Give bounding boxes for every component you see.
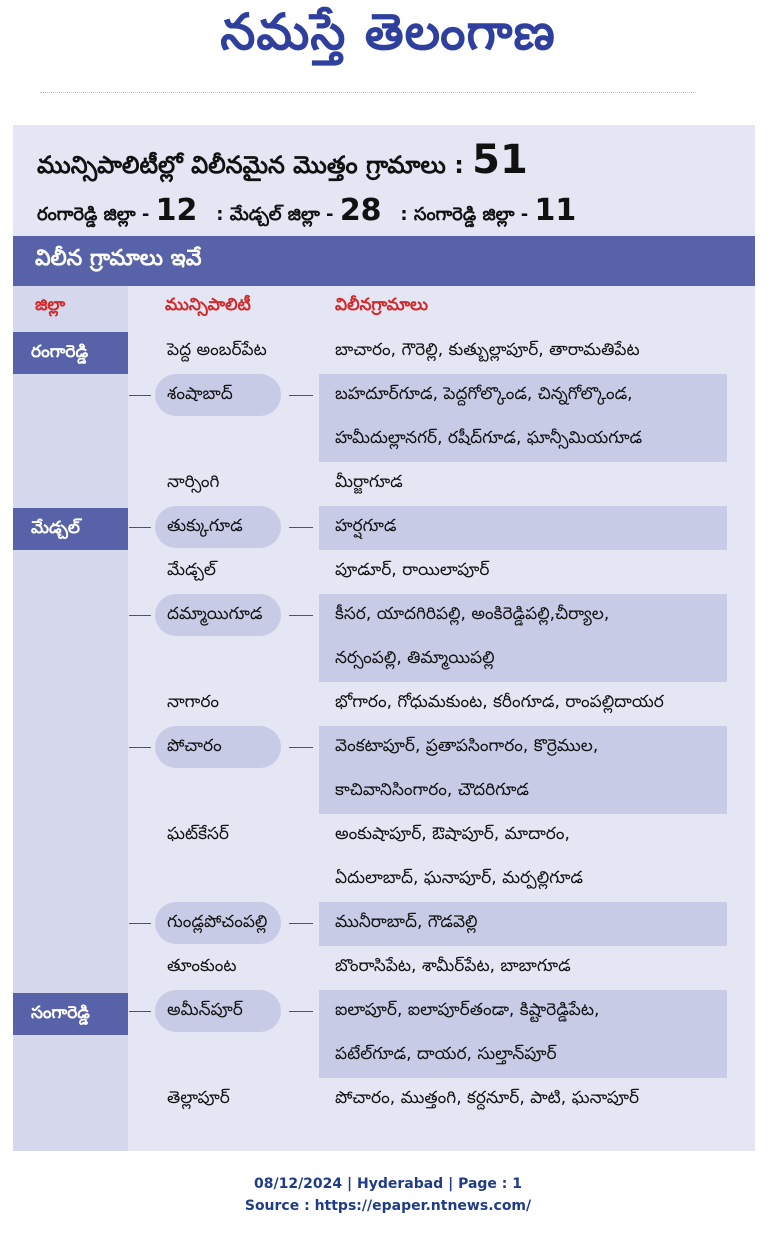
footer — [0, 1173, 776, 1217]
villages-text: బాచారం, గౌరెల్లి, కుత్బుల్లాపూర్, తారామతిపేట — [335, 340, 640, 360]
header-municipality: మున్సిపాలిటీ — [165, 295, 251, 315]
connector-line — [129, 747, 151, 748]
district-count: 11 — [534, 193, 577, 228]
summary-headline — [37, 137, 528, 185]
district-counts — [37, 193, 576, 229]
villages-text: హమీదుల్లానగర్, రషీద్‌గూడ, ఘాన్సీమియగూడ — [335, 428, 643, 448]
municipality-name: గుండ్లపోచంపల్లి — [167, 912, 268, 932]
district-label: సంగారెడ్డి — [13, 993, 128, 1035]
villages-text: భోగారం, గోధుమకుంట, కరీంగూడ, రాంపల్లిదాయర — [335, 692, 664, 712]
district-label: రంగారెడ్డి — [13, 332, 128, 374]
municipality-name: నార్సింగి — [167, 472, 220, 492]
municipality-name: పోచారం — [167, 736, 222, 756]
municipality-name: తుక్కుగూడ — [167, 516, 243, 536]
connector-line — [129, 395, 151, 396]
municipality-name: తెల్లాపూర్ — [167, 1088, 230, 1108]
villages-text: అంకుషాపూర్, ఔషాపూర్, మాదారం, — [335, 824, 570, 844]
connector-line — [289, 1011, 313, 1012]
section-banner — [13, 236, 755, 286]
villages-text: బహదూర్‌గూడ, పెద్దగోల్కొండ, చిన్నగోల్కొండ, — [335, 384, 633, 404]
villages-text: కాచివానిసింగారం, చౌదరిగూడ — [335, 780, 530, 800]
municipality-name: ఘట్‌కేసర్ — [167, 824, 229, 844]
connector-line — [289, 923, 313, 924]
municipality-name: అమీన్‌పూర్ — [167, 1000, 243, 1020]
district-count: 28 — [339, 193, 382, 228]
villages-text: పటేల్‌గూడ, దాయర, సుల్తాన్‌పూర్ — [335, 1044, 557, 1064]
villages-text: వెంకటాపూర్, ప్రతాపసింగారం, కొర్రెముల, — [335, 736, 599, 756]
connector-line — [129, 615, 151, 616]
villages-text: ఏదులాబాద్, ఘనాపూర్, మర్పల్లిగూడ — [335, 868, 584, 888]
header-villages: విలీనగ్రామాలు — [335, 295, 428, 315]
district-label: మేడ్చల్ — [13, 508, 128, 550]
municipality-name: తూంకుంట — [167, 956, 237, 976]
connector-line — [289, 747, 313, 748]
municipality-name: నాగారం — [167, 692, 220, 712]
municipality-name: శంషాబాద్ — [167, 384, 233, 404]
villages-text: హర్షగూడ — [335, 516, 397, 536]
villages-text: కీసర, యాదగిరిపల్లి, అంకిరెడ్డిపల్లి,చీర్యాల, — [335, 604, 610, 624]
district-count-label: : సంగారెడ్డి జిల్లా - — [400, 204, 529, 225]
header-district: జిల్లా — [35, 295, 66, 315]
villages-text: మీర్జాగూడ — [335, 472, 403, 492]
villages-text: పోచారం, ముత్తంగి, కర్దనూర్, పాటి, ఘనాపూర్ — [335, 1088, 640, 1108]
footer-source-line: Source : https://epaper.ntnews.com/ — [244, 1198, 532, 1214]
villages-text: బొంరాసిపేట, శామీర్‌పేట, బాబాగూడ — [335, 956, 571, 976]
district-count-label: : మేడ్చల్ జిల్లా - — [216, 204, 334, 225]
summary-headline-text: మున్సిపాలిటీల్లో విలీనమైన మొత్తం గ్రామాలు : — [37, 151, 464, 179]
masthead — [0, 0, 776, 80]
cropped-text-strip — [40, 92, 696, 100]
district-count: 12 — [155, 193, 198, 228]
infographic-card — [13, 125, 755, 1151]
connector-line — [129, 923, 151, 924]
connector-line — [129, 1011, 151, 1012]
section-banner-title: విలీన గ్రామాలు ఇవే — [35, 246, 202, 271]
villages-text: నర్సంపల్లి, తిమ్మాయిపల్లి — [335, 648, 495, 668]
newspaper-logo: నమస్తే తెలంగాణ — [220, 2, 556, 61]
connector-line — [129, 527, 151, 528]
villages-text: ఐలాపూర్, ఐలాపూర్‌తండా, కిష్టారెడ్డిపేట, — [335, 1000, 600, 1020]
municipality-name: పెద్ద అంబర్‌పేట — [167, 340, 267, 360]
villages-text: పూడూర్, రాయిలాపూర్ — [335, 560, 490, 580]
municipality-name: దమ్మాయిగూడ — [167, 604, 263, 624]
connector-line — [289, 527, 313, 528]
district-count-label: రంగారెడ్డి జిల్లా - — [37, 204, 150, 225]
summary-total: 51 — [472, 137, 528, 183]
municipality-name: మేడ్చల్ — [167, 560, 216, 580]
footer-date-line: 08/12/2024 | Hyderabad | Page : 1 — [253, 1176, 523, 1192]
connector-line — [289, 615, 313, 616]
villages-text: మునీరాబాద్, గౌడవెల్లి — [335, 912, 478, 932]
connector-line — [289, 395, 313, 396]
